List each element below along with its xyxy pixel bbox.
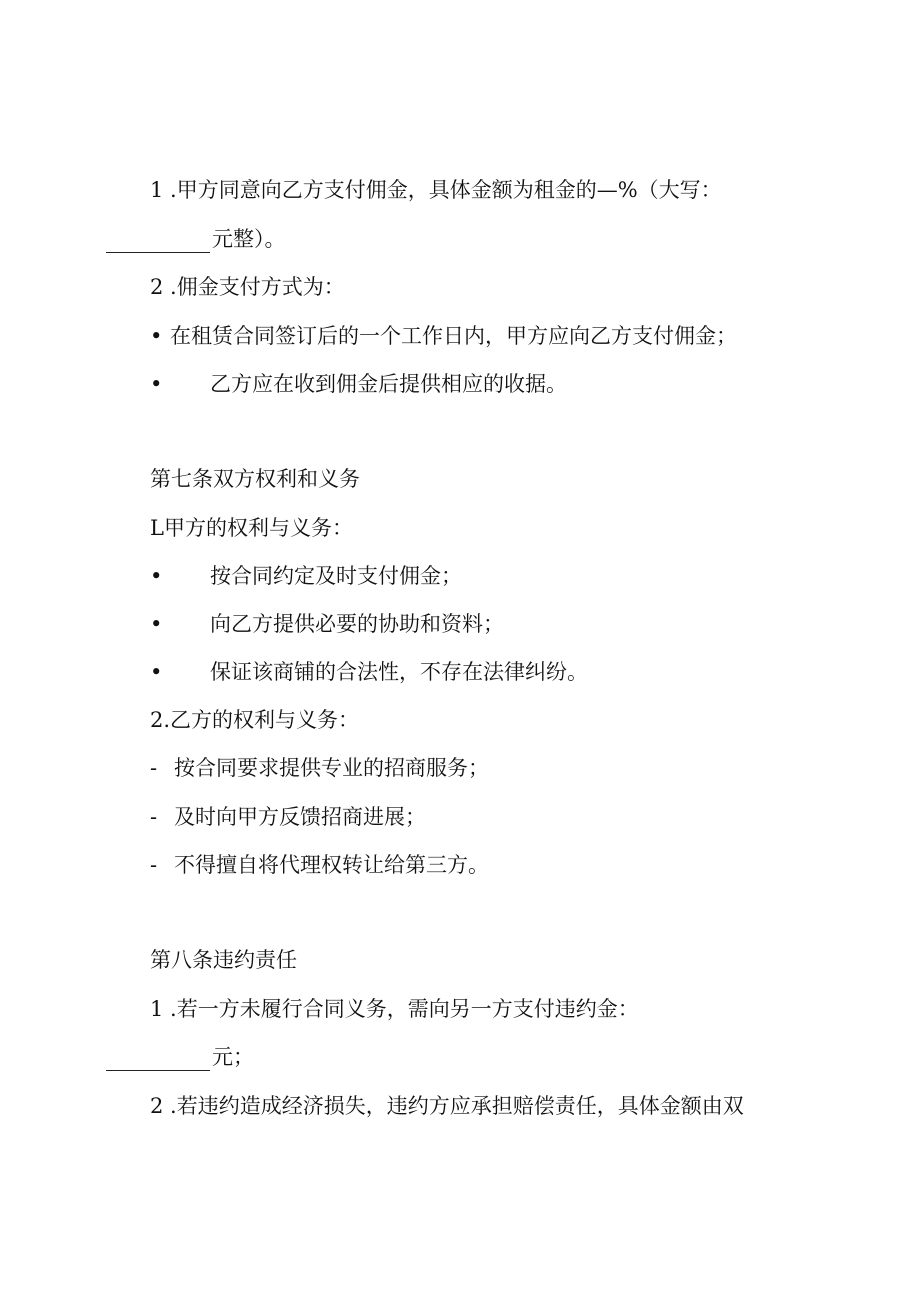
bullet-text: 在租赁合同签订后的一个工作日内，甲方应向乙方支付佣金；	[170, 324, 737, 348]
clause-6-item-2: 2 .佣金支付方式为：	[150, 275, 345, 299]
clause-6-item-1: 1 .甲方同意向乙方支付佣金，具体金额为租金的—%（大写：	[150, 178, 722, 202]
clause-8-heading: 第八条违约责任	[150, 948, 297, 972]
dash-text: 不得擅自将代理权转让给第三方。	[174, 853, 489, 877]
bullet-icon: •	[150, 372, 163, 396]
party-a-bullet-2	[150, 610, 504, 638]
dash-marker: -	[150, 805, 158, 829]
bullet-icon: •	[150, 660, 163, 684]
blank-field	[106, 1050, 210, 1071]
amount-text: 元整）。	[212, 227, 286, 251]
bullet-text: 按合同约定及时支付佣金；	[210, 564, 462, 588]
clause-6-item-1-continued	[106, 225, 286, 253]
party-b-heading: 2.乙方的权利与义务：	[150, 708, 360, 732]
party-b-dash-1	[150, 754, 489, 782]
dash-marker: -	[150, 853, 158, 877]
clause-8-item-1-continued	[106, 1043, 254, 1071]
dash-text: 按合同要求提供专业的招商服务；	[174, 756, 489, 780]
dash-marker: -	[150, 756, 158, 780]
blank-field	[106, 232, 210, 253]
bullet-icon: •	[150, 564, 163, 588]
amount-text: 元；	[212, 1045, 254, 1069]
party-b-dash-2	[150, 803, 426, 831]
bullet-icon: •	[150, 612, 163, 636]
clause-8-item-1: 1 .若一方未履行合同义务，需向另一方支付违约金：	[150, 997, 639, 1021]
party-a-heading: L甲方的权利与义务：	[150, 516, 353, 540]
bullet-text: 乙方应在收到佣金后提供相应的收据。	[210, 372, 567, 396]
party-b-dash-3	[150, 851, 489, 879]
bullet-icon: •	[150, 324, 163, 348]
bullet-text: 向乙方提供必要的协助和资料；	[210, 612, 504, 636]
clause-8-item-2: 2 .若违约造成经济损失，违约方应承担赔偿责任，具体金额由双	[150, 1094, 744, 1118]
clause-7-heading: 第七条双方权利和义务	[150, 467, 360, 491]
party-a-bullet-3	[150, 658, 588, 686]
bullet-text: 保证该商铺的合法性，不存在法律纠纷。	[210, 660, 588, 684]
payment-bullet-1	[150, 322, 737, 350]
dash-text: 及时向甲方反馈招商进展；	[174, 805, 426, 829]
payment-bullet-2	[150, 370, 567, 398]
party-a-bullet-1	[150, 562, 462, 590]
